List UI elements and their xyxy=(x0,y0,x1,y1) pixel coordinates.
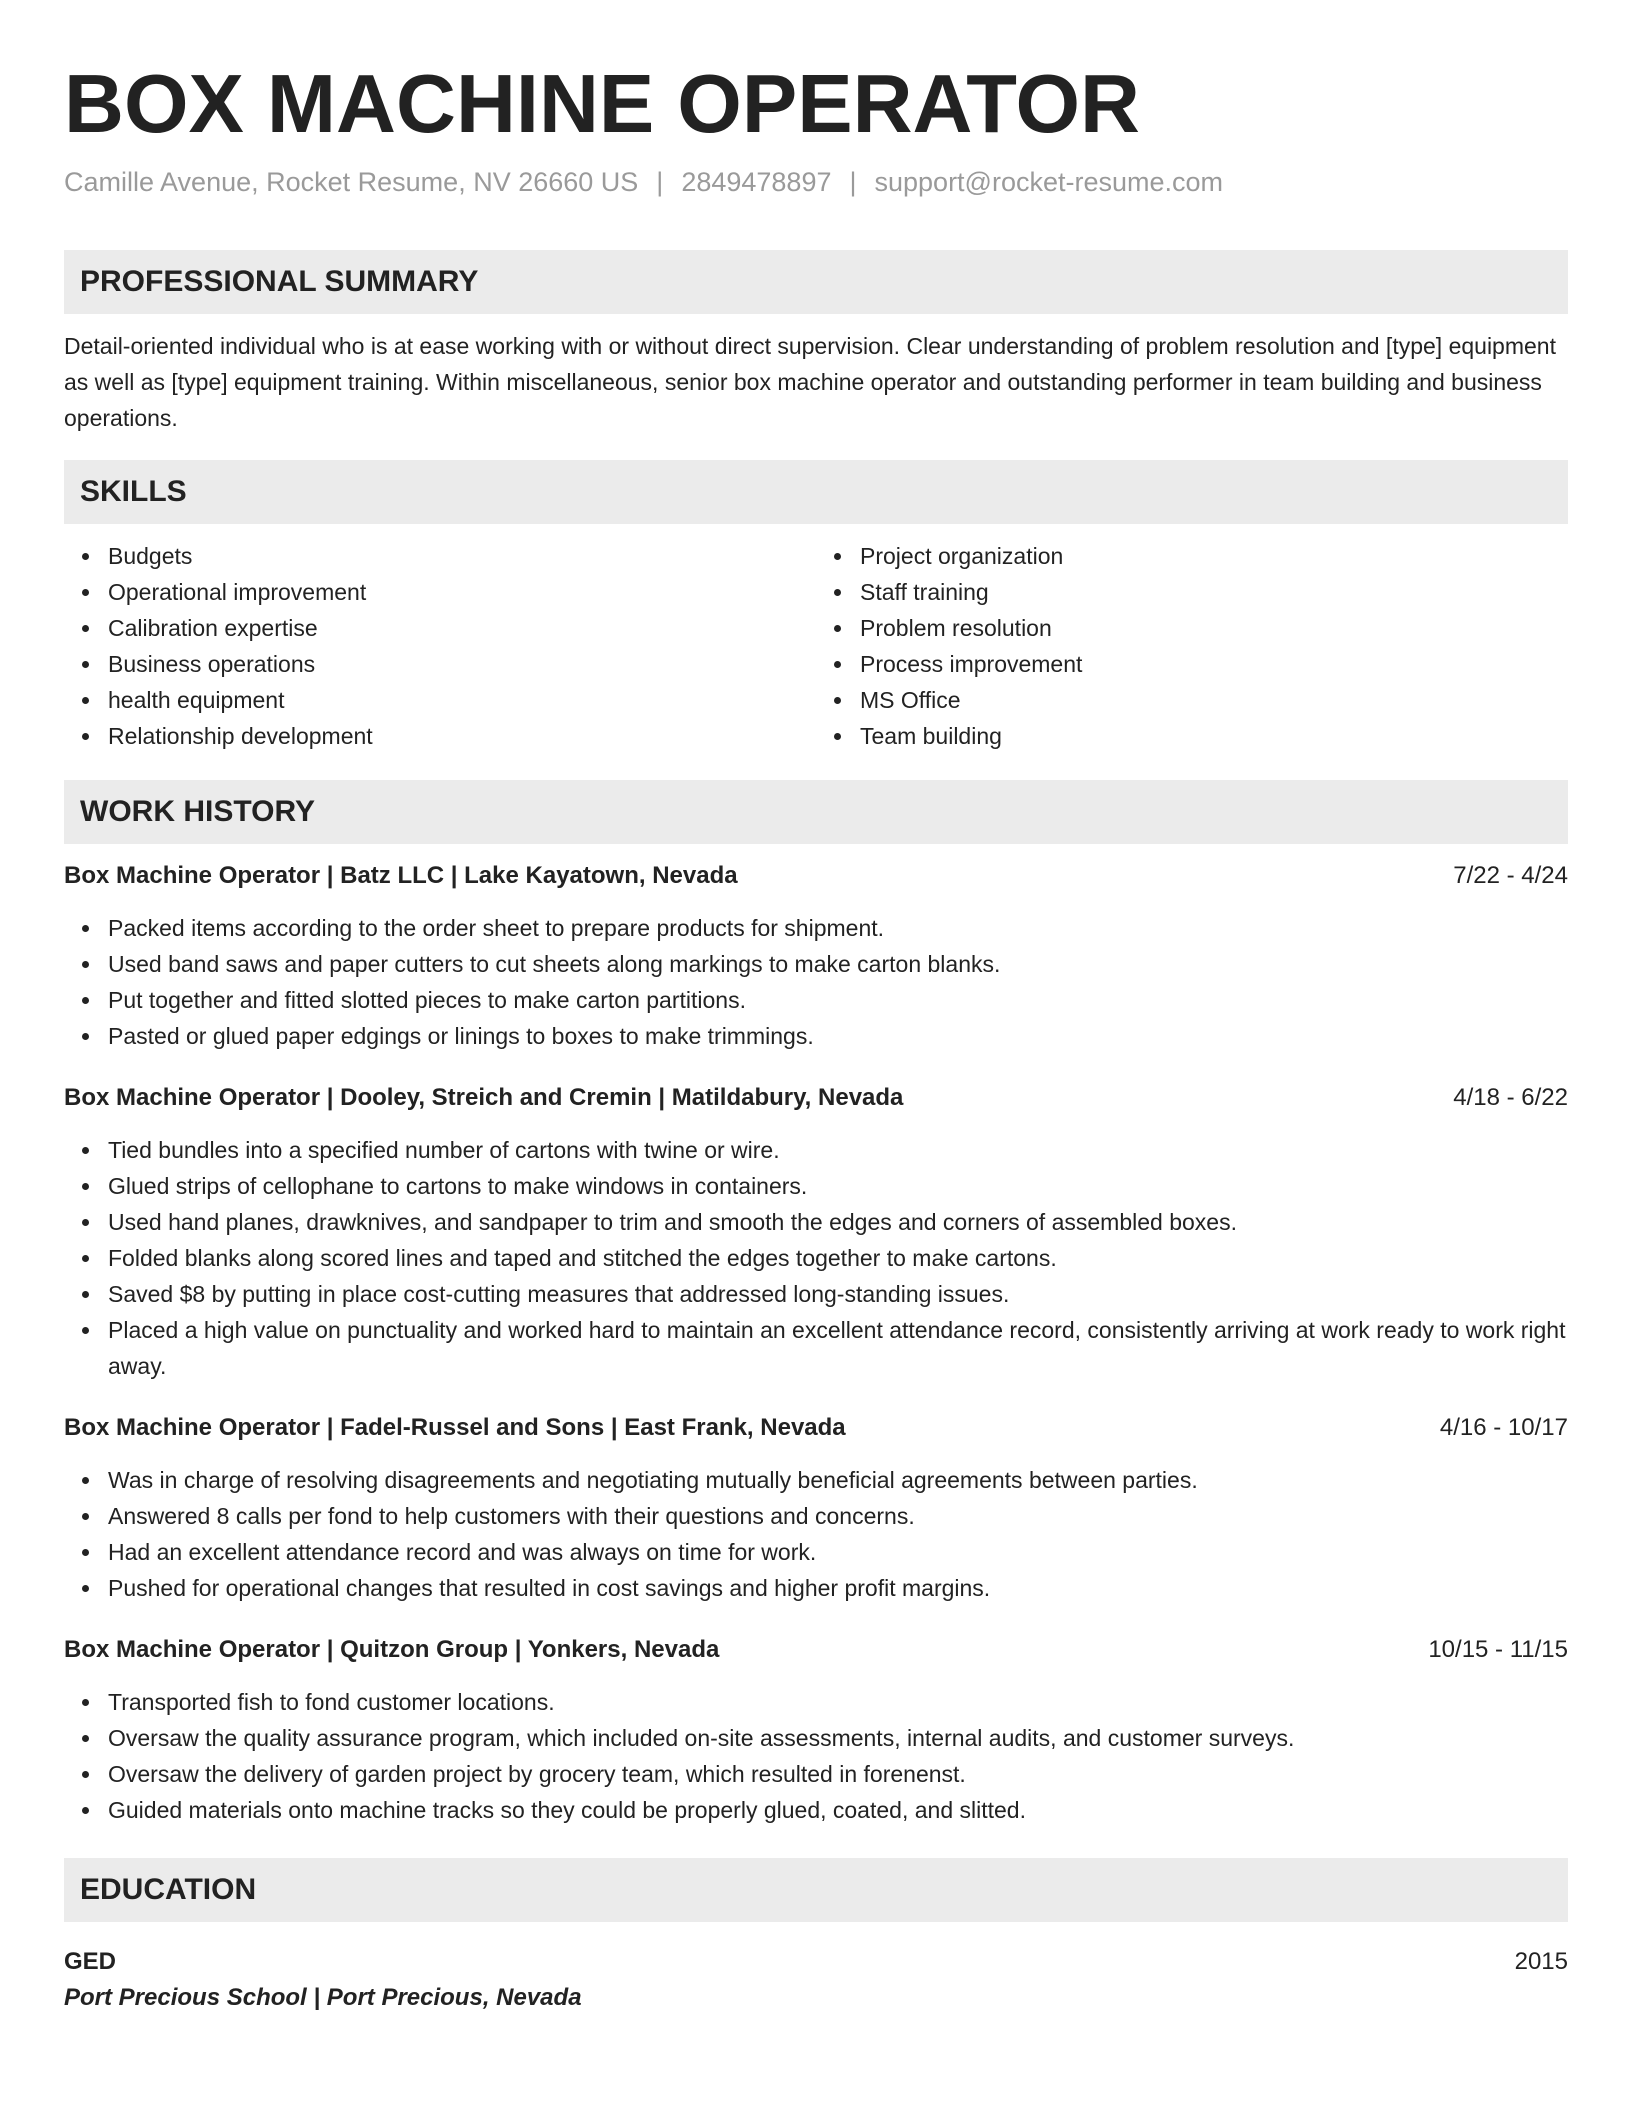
skills-list xyxy=(64,538,1568,754)
list-item: Process improvement xyxy=(860,646,1568,682)
summary-section-header: PROFESSIONAL SUMMARY xyxy=(64,250,1568,314)
list-item: Was in charge of resolving disagreements and negotiating mutually beneficial agreements between parties. xyxy=(108,1462,1568,1498)
job-heading-row xyxy=(64,1410,1568,1446)
job-title: Box Machine Operator | Dooley, Streich and Cremin | Matildabury, Nevada xyxy=(64,1084,904,1111)
education-year: 2015 xyxy=(1514,1948,1568,1975)
job-entry xyxy=(64,1632,1568,1828)
job-title: Box Machine Operator | Quitzon Group | Yonkers, Nevada xyxy=(64,1636,720,1663)
education-section-header: EDUCATION xyxy=(64,1858,1568,1922)
list-item: Staff training xyxy=(860,574,1568,610)
contact-email[interactable]: support@rocket-resume.com xyxy=(874,167,1224,197)
skills-column-left xyxy=(64,538,816,754)
job-heading-row xyxy=(64,1080,1568,1116)
job-bullets xyxy=(64,1132,1568,1384)
contact-address: Camille Avenue, Rocket Resume, NV 26660 US xyxy=(64,167,639,197)
contact-separator: | xyxy=(849,167,857,197)
list-item: Answered 8 calls per fond to help customers with their questions and concerns. xyxy=(108,1498,1568,1534)
list-item: health equipment xyxy=(108,682,816,718)
list-item: Placed a high value on punctuality and worked hard to maintain an excellent attendance record, consistently arriving at work ready to work right away. xyxy=(108,1312,1568,1384)
list-item: Put together and fitted slotted pieces to make carton partitions. xyxy=(108,982,1568,1018)
contact-separator: | xyxy=(656,167,664,197)
list-item: Operational improvement xyxy=(108,574,816,610)
summary-text: Detail-oriented individual who is at ease working with or without direct supervision. Clear understanding of problem resolution and [type] equipment as well as [type] equipment training. Within miscellaneous, senior box machine operator and outstanding performer in team building and business operations. xyxy=(64,333,1556,431)
list-item: Packed items according to the order sheet to prepare products for shipment. xyxy=(108,910,1568,946)
job-heading-row xyxy=(64,858,1568,894)
list-item: Had an excellent attendance record and was always on time for work. xyxy=(108,1534,1568,1570)
list-item: Problem resolution xyxy=(860,610,1568,646)
job-dates: 4/18 - 6/22 xyxy=(1453,1084,1568,1111)
list-item: Relationship development xyxy=(108,718,816,754)
skills-section-header: SKILLS xyxy=(64,460,1568,524)
job-title: Box Machine Operator | Fadel-Russel and Sons | East Frank, Nevada xyxy=(64,1414,846,1441)
job-bullets xyxy=(64,1462,1568,1606)
job-dates: 4/16 - 10/17 xyxy=(1439,1414,1568,1441)
skills-column-right xyxy=(816,538,1568,754)
list-item: Budgets xyxy=(108,538,816,574)
job-dates: 10/15 - 11/15 xyxy=(1428,1636,1568,1663)
job-entry xyxy=(64,1080,1568,1384)
job-bullets xyxy=(64,1684,1568,1828)
contact-line xyxy=(64,167,1568,198)
list-item: Saved $8 by putting in place cost-cutting measures that addressed long-standing issues. xyxy=(108,1276,1568,1312)
list-item: Used hand planes, drawknives, and sandpaper to trim and smooth the edges and corners of assembled boxes. xyxy=(108,1204,1568,1240)
list-item: Business operations xyxy=(108,646,816,682)
list-item: Pasted or glued paper edgings or linings to boxes to make trimmings. xyxy=(108,1018,1568,1054)
job-dates: 7/22 - 4/24 xyxy=(1453,862,1568,889)
job-entry xyxy=(64,1410,1568,1606)
list-item: Oversaw the quality assurance program, which included on-site assessments, internal audits, and customer surveys. xyxy=(108,1720,1568,1756)
list-item: Used band saws and paper cutters to cut sheets along markings to make carton blanks. xyxy=(108,946,1568,982)
education-entry xyxy=(64,1944,1568,1980)
education-degree: GED xyxy=(64,1948,117,1975)
job-entry xyxy=(64,858,1568,1054)
job-title: Box Machine Operator | Batz LLC | Lake Kayatown, Nevada xyxy=(64,862,738,889)
list-item: Transported fish to fond customer locations. xyxy=(108,1684,1568,1720)
list-item: Glued strips of cellophane to cartons to make windows in containers. xyxy=(108,1168,1568,1204)
work-history-list xyxy=(64,858,1568,1828)
contact-phone: 2849478897 xyxy=(681,167,832,197)
job-heading-row xyxy=(64,1632,1568,1668)
candidate-name: BOX MACHINE OPERATOR xyxy=(64,57,1141,150)
list-item: Guided materials onto machine tracks so they could be properly glued, coated, and slitted. xyxy=(108,1792,1568,1828)
list-item: Project organization xyxy=(860,538,1568,574)
list-item: MS Office xyxy=(860,682,1568,718)
education-school: Port Precious School | Port Precious, Nevada xyxy=(64,1984,582,2011)
work-history-section-header: WORK HISTORY xyxy=(64,780,1568,844)
list-item: Calibration expertise xyxy=(108,610,816,646)
list-item: Folded blanks along scored lines and taped and stitched the edges together to make cartons. xyxy=(108,1240,1568,1276)
list-item: Tied bundles into a specified number of cartons with twine or wire. xyxy=(108,1132,1568,1168)
list-item: Pushed for operational changes that resulted in cost savings and higher profit margins. xyxy=(108,1570,1568,1606)
list-item: Oversaw the delivery of garden project by grocery team, which resulted in forenenst. xyxy=(108,1756,1568,1792)
job-bullets xyxy=(64,910,1568,1054)
list-item: Team building xyxy=(860,718,1568,754)
